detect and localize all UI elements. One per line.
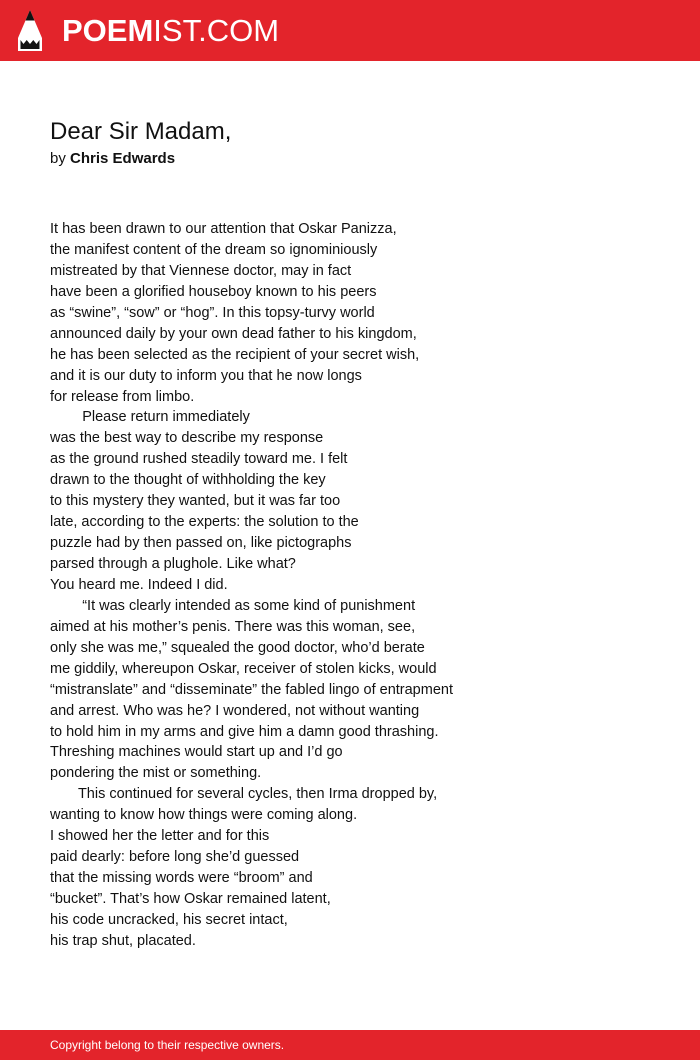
poem-line: aimed at his mother’s penis. There was this woman, see,	[50, 618, 416, 635]
poem-line: to this mystery they wanted, but it was far too	[50, 493, 341, 510]
poem-line: I showed her the letter and for this	[50, 828, 270, 845]
poem-line: he has been selected as the recipient of your secret wish,	[50, 346, 420, 363]
poem-line: his trap shut, placated.	[50, 932, 196, 949]
brand-bold: POEM	[62, 13, 154, 48]
poem-line: was the best way to describe my response	[50, 430, 324, 447]
poem-line: “bucket”. That’s how Oskar remained latent,	[50, 891, 331, 907]
poem-line: “mistranslate” and “disseminate” the fabled lingo of entrapment	[50, 681, 453, 698]
poem-line: have been a glorified houseboy known to his peers	[50, 283, 377, 300]
poem-line: the manifest content of the dream so ignominiously	[50, 241, 378, 258]
poem-line: wanting to know how things were coming along.	[50, 807, 358, 824]
poem-line: as “swine”, “sow” or “hog”. In this topsy-turvy world	[50, 304, 375, 321]
author-name: Chris Edwards	[70, 150, 176, 167]
poem-line: to hold him in my arms and give him a damn good thrashing.	[50, 723, 439, 740]
poem-line: and arrest. Who was he? I wondered, not without wanting	[50, 702, 420, 719]
poem-line: Please return immediately	[50, 409, 250, 426]
poem-line: for release from limbo.	[50, 388, 195, 405]
poem-line: It has been drawn to our attention that Oskar Panizza,	[50, 221, 397, 237]
poem-line: and it is our duty to inform you that he now longs	[50, 367, 362, 384]
poem-line: his code uncracked, his secret intact,	[50, 911, 288, 928]
poem-line: You heard me. Indeed I did.	[50, 576, 228, 593]
poem-line: parsed through a plughole. Like what?	[50, 556, 296, 572]
by-label: by	[50, 150, 66, 167]
poem-line: pondering the mist or something.	[50, 765, 262, 782]
poem-line: me giddily, whereupon Oskar, receiver of stolen kicks, would	[50, 660, 437, 677]
poem-line: drawn to the thought of withholding the key	[50, 472, 326, 489]
poem-line: mistreated by that Viennese doctor, may in fact	[50, 262, 352, 279]
brand-light: IST.COM	[153, 13, 280, 48]
poem-body	[50, 219, 670, 952]
poem-line: This continued for several cycles, then Irma dropped by,	[50, 786, 438, 803]
poem-title: Dear Sir Madam,	[50, 118, 232, 145]
poem-line: announced daily by your own dead father to his kingdom,	[50, 325, 417, 342]
poem-line: paid dearly: before long she’d guessed	[50, 849, 300, 866]
copyright-text: Copyright belong to their respective owners.	[50, 1038, 285, 1052]
poem-line: only she was me,” squealed the good doctor, who’d berate	[50, 639, 425, 656]
site-header	[0, 0, 700, 61]
poem-line: puzzle had by then passed on, like pictographs	[50, 535, 352, 552]
pencil-icon[interactable]	[18, 10, 42, 51]
poem-line: Threshing machines would start up and I’d go	[50, 744, 343, 761]
poem-line: as the ground rushed steadily toward me. I felt	[50, 451, 348, 468]
poem-line: “It was clearly intended as some kind of punishment	[50, 597, 416, 614]
byline	[50, 148, 175, 170]
poem-line: late, according to the experts: the solution to the	[50, 514, 359, 531]
site-footer	[0, 1030, 700, 1060]
poem-line: that the missing words were “broom” and	[50, 870, 313, 887]
site-logo-text[interactable]	[62, 12, 279, 50]
